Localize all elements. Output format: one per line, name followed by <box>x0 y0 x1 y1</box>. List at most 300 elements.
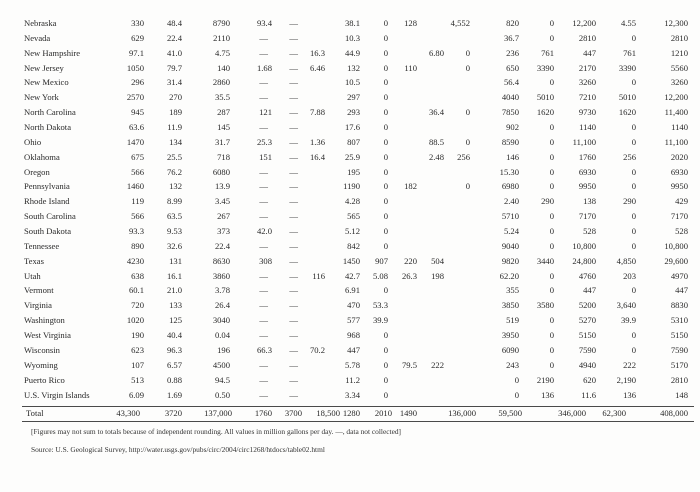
table-cell: 290 <box>623 196 636 207</box>
table-cell: 1450 <box>342 255 360 266</box>
table-cell: 0 <box>383 359 388 370</box>
table-cell: 138 <box>583 196 596 207</box>
table-cell: 189 <box>169 107 182 118</box>
table-cell: 6930 <box>578 166 596 177</box>
table-cell: 48.4 <box>166 18 182 28</box>
dash-mark: — <box>289 300 298 311</box>
table-cell: 9820 <box>501 255 519 266</box>
dash-mark: — <box>259 122 268 133</box>
table-cell: 519 <box>506 315 519 326</box>
dash-mark: — <box>289 136 298 147</box>
dash-mark: — <box>259 285 268 296</box>
table-cell: 119 <box>131 196 144 207</box>
table-cell: 0 <box>549 315 554 326</box>
state-name: Wyoming <box>24 359 58 370</box>
total-cell: 62,300 <box>602 408 626 418</box>
table-cell: 9730 <box>578 107 596 118</box>
table-cell: 0 <box>383 226 388 237</box>
table-cell: 2860 <box>212 77 230 88</box>
table-cell: 470 <box>347 300 360 311</box>
dash-mark: — <box>259 300 268 311</box>
table-cell: 6080 <box>212 166 230 177</box>
table-cell: 718 <box>217 151 230 162</box>
table-cell: 447 <box>583 285 596 296</box>
table-cell: 190 <box>131 330 144 341</box>
table-cell: 5560 <box>670 62 688 73</box>
table-cell: 151 <box>259 151 272 162</box>
table-cell: 63.5 <box>166 211 182 222</box>
table-cell: 0 <box>383 32 388 43</box>
table-cell: 6.46 <box>309 62 325 73</box>
table-cell: 447 <box>347 344 360 355</box>
dash-mark: — <box>289 32 298 43</box>
table-cell: 121 <box>259 107 272 118</box>
total-cell: 43,300 <box>116 408 140 418</box>
table-cell: 4230 <box>126 255 144 266</box>
table-cell: 7170 <box>578 211 596 222</box>
table-cell: 0 <box>549 211 554 222</box>
table-cell: 5.24 <box>503 226 519 237</box>
table-cell: 429 <box>675 196 688 207</box>
table-cell: 29,600 <box>664 255 688 266</box>
table-cell: 0 <box>631 166 636 177</box>
table-cell: 3.34 <box>344 389 360 400</box>
table-cell: 116 <box>312 270 325 281</box>
table-cell: 0 <box>549 136 554 147</box>
table-cell: 222 <box>623 359 636 370</box>
table-cell: 1.36 <box>309 136 325 147</box>
dash-mark: — <box>289 285 298 296</box>
table-cell: 1.68 <box>256 62 272 73</box>
dash-mark: — <box>289 166 298 177</box>
dash-mark: — <box>289 315 298 326</box>
table-cell: 4940 <box>578 359 596 370</box>
table-cell: 5010 <box>536 92 554 103</box>
table-cell: 7590 <box>670 344 688 355</box>
dash-mark: — <box>259 270 268 281</box>
table-cell: 566 <box>131 211 144 222</box>
table-cell: 21.0 <box>166 285 182 296</box>
table-cell: 3,640 <box>616 300 636 311</box>
dash-mark: — <box>259 374 268 385</box>
table-cell: 110 <box>404 62 417 73</box>
table-cell: 0 <box>383 330 388 341</box>
table-cell: 0 <box>383 181 388 192</box>
table-cell: 198 <box>431 270 444 281</box>
table-cell: 3850 <box>501 300 519 311</box>
table-cell: 4.28 <box>344 196 360 207</box>
table-cell: 56.4 <box>503 77 519 88</box>
table-cell: 0 <box>549 270 554 281</box>
table-cell: 12,200 <box>572 18 596 28</box>
state-name: Puerto Rico <box>24 374 65 385</box>
table-cell: 7170 <box>670 211 688 222</box>
dash-mark: — <box>259 240 268 251</box>
table-cell: 566 <box>131 166 144 177</box>
table-cell: 243 <box>506 359 519 370</box>
table-cell: 8790 <box>212 18 230 28</box>
table-cell: 66.3 <box>256 344 272 355</box>
table-cell: 2190 <box>536 374 554 385</box>
table-cell: 0 <box>549 181 554 192</box>
table-rule-top <box>22 406 694 407</box>
state-name: North Carolina <box>24 107 76 118</box>
dash-mark: — <box>289 122 298 133</box>
table-cell: 4970 <box>670 270 688 281</box>
state-name: New Jersey <box>24 62 64 73</box>
table-cell: 4760 <box>578 270 596 281</box>
state-name: Ohio <box>24 136 42 147</box>
table-cell: 447 <box>583 47 596 58</box>
dash-mark: — <box>259 181 268 192</box>
table-cell: 10.3 <box>344 32 360 43</box>
table-cell: 8630 <box>212 255 230 266</box>
dash-mark: — <box>289 196 298 207</box>
dash-mark: — <box>259 196 268 207</box>
table-cell: 1460 <box>126 181 144 192</box>
source-note: Source: U.S. Geological Survey, http://water.usgs.gov/pubs/circ/2004/circ1268/htdocs/table02.html <box>31 445 325 454</box>
table-cell: 1210 <box>670 47 688 58</box>
table-cell: 0 <box>549 18 554 28</box>
state-name: Utah <box>24 270 41 281</box>
table-cell: 1020 <box>126 315 144 326</box>
table-cell: 0 <box>514 389 519 400</box>
table-cell: 720 <box>131 300 144 311</box>
table-cell: 2570 <box>126 92 144 103</box>
table-cell: 11.2 <box>345 374 360 385</box>
table-cell: 0 <box>549 151 554 162</box>
table-cell: 182 <box>404 181 417 192</box>
table-cell: 15.30 <box>499 166 519 177</box>
table-cell: 128 <box>404 18 417 28</box>
table-cell: 5710 <box>501 211 519 222</box>
state-name: New Mexico <box>24 77 69 88</box>
table-cell: 134 <box>169 136 182 147</box>
table-cell: 63.6 <box>128 122 144 133</box>
table-cell: 17.6 <box>344 122 360 133</box>
table-cell: 0 <box>549 330 554 341</box>
table-cell: 107 <box>131 359 144 370</box>
table-cell: 0 <box>631 32 636 43</box>
table-cell: 650 <box>506 62 519 73</box>
table-cell: 0 <box>549 285 554 296</box>
table-cell: 945 <box>131 107 144 118</box>
dash-mark: — <box>289 181 298 192</box>
table-cell: 5.12 <box>344 226 360 237</box>
table-cell: 94.5 <box>214 374 230 385</box>
total-cell: 3720 <box>164 408 182 418</box>
table-cell: 10,800 <box>572 240 596 251</box>
state-name: Texas <box>24 255 44 266</box>
table-cell: 6.57 <box>166 359 182 370</box>
dash-mark: — <box>289 270 298 281</box>
table-cell: 36.4 <box>428 107 444 118</box>
table-cell: 2.40 <box>503 196 519 207</box>
table-cell: 0 <box>383 166 388 177</box>
table-cell: 0 <box>631 344 636 355</box>
total-cell: 18,500 <box>316 408 340 418</box>
table-cell: 4040 <box>501 92 519 103</box>
table-cell: 0 <box>383 196 388 207</box>
table-cell: 3390 <box>536 62 554 73</box>
table-cell: 6.09 <box>128 389 144 400</box>
table-cell: 8590 <box>501 136 519 147</box>
table-cell: 9040 <box>501 240 519 251</box>
table-cell: 0 <box>549 226 554 237</box>
table-cell: 6930 <box>670 166 688 177</box>
table-cell: 3860 <box>212 270 230 281</box>
table-cell: 513 <box>131 374 144 385</box>
table-cell: 373 <box>217 226 230 237</box>
table-cell: 132 <box>169 181 182 192</box>
table-cell: 620 <box>583 374 596 385</box>
table-cell: 0 <box>549 359 554 370</box>
table-cell: 145 <box>217 122 230 133</box>
table-cell: 11.6 <box>581 389 596 400</box>
table-cell: 577 <box>347 315 360 326</box>
dash-mark: — <box>289 151 298 162</box>
table-cell: 842 <box>347 240 360 251</box>
state-name: West Virginia <box>24 330 71 341</box>
table-cell: 10,800 <box>664 240 688 251</box>
table-cell: 9950 <box>578 181 596 192</box>
table-cell: 16.4 <box>309 151 325 162</box>
table-cell: 31.7 <box>214 136 230 147</box>
table-cell: 220 <box>404 255 417 266</box>
table-cell: 22.4 <box>166 32 182 43</box>
dash-mark: — <box>289 77 298 88</box>
table-cell: 447 <box>675 285 688 296</box>
total-cell: 1280 <box>342 408 360 418</box>
state-name: Nebraska <box>24 18 57 28</box>
state-name: Virginia <box>24 300 52 311</box>
table-cell: 3.45 <box>214 196 230 207</box>
table-cell: 297 <box>347 92 360 103</box>
table-cell: 41.0 <box>166 47 182 58</box>
table-cell: 0 <box>549 344 554 355</box>
dash-mark: — <box>259 77 268 88</box>
total-cell: 408,000 <box>660 408 688 418</box>
table-cell: 11,400 <box>664 107 688 118</box>
table-cell: 0 <box>383 151 388 162</box>
total-cell: 136,000 <box>448 408 476 418</box>
total-cell: 3700 <box>284 408 302 418</box>
table-cell: 807 <box>347 136 360 147</box>
table-cell: 16.3 <box>309 47 325 58</box>
table-cell: 136 <box>623 389 636 400</box>
table-cell: 293 <box>347 107 360 118</box>
table-cell: 10.5 <box>344 77 360 88</box>
table-cell: 287 <box>217 107 230 118</box>
table-cell: 1760 <box>578 151 596 162</box>
table-cell: 504 <box>431 255 444 266</box>
table-cell: 968 <box>347 330 360 341</box>
table-cell: 0 <box>631 285 636 296</box>
dash-mark: — <box>289 211 298 222</box>
table-cell: 2,190 <box>616 374 636 385</box>
table-cell: 290 <box>541 196 554 207</box>
table-cell: 0 <box>631 211 636 222</box>
table-cell: 890 <box>131 240 144 251</box>
table-cell: 42.7 <box>344 270 360 281</box>
table-cell: 39.9 <box>372 315 388 326</box>
table-cell: 8.99 <box>166 196 182 207</box>
table-cell: 3.78 <box>214 285 230 296</box>
state-name: Washington <box>24 315 65 326</box>
table-cell: 2.48 <box>428 151 444 162</box>
table-cell: 0 <box>383 211 388 222</box>
table-cell: 2810 <box>670 32 688 43</box>
table-cell: 3390 <box>618 62 636 73</box>
table-cell: 0 <box>465 47 470 58</box>
table-cell: 44.9 <box>344 47 360 58</box>
table-cell: 0 <box>383 92 388 103</box>
table-cell: 4.55 <box>620 18 636 28</box>
table-cell: 761 <box>541 47 554 58</box>
table-cell: 0 <box>631 330 636 341</box>
table-cell: 0.88 <box>166 374 182 385</box>
table-cell: 222 <box>431 359 444 370</box>
table-cell: 2020 <box>670 151 688 162</box>
table-cell: 528 <box>675 226 688 237</box>
table-cell: 38.1 <box>344 18 360 28</box>
table-cell: 53.3 <box>372 300 388 311</box>
table-cell: 9.53 <box>166 226 182 237</box>
table-cell: 148 <box>675 389 688 400</box>
table-cell: 1470 <box>126 136 144 147</box>
table-rule-bottom <box>22 421 694 422</box>
table-cell: 308 <box>259 255 272 266</box>
table-cell: 2170 <box>578 62 596 73</box>
table-cell: 25.3 <box>256 136 272 147</box>
table-cell: 355 <box>506 285 519 296</box>
table-cell: 12,200 <box>664 92 688 103</box>
table-cell: 5310 <box>670 315 688 326</box>
table-cell: 93.4 <box>256 18 272 28</box>
table-cell: 5200 <box>578 300 596 311</box>
table-cell: 0 <box>383 62 388 73</box>
table-cell: 0 <box>465 136 470 147</box>
table-cell: 24,800 <box>572 255 596 266</box>
table-cell: 3260 <box>670 77 688 88</box>
table-cell: 0 <box>383 47 388 58</box>
table-cell: 296 <box>131 77 144 88</box>
table-cell: 16.1 <box>166 270 182 281</box>
table-cell: 31.4 <box>166 77 182 88</box>
table-cell: 256 <box>457 151 470 162</box>
table-cell: 8830 <box>670 300 688 311</box>
table-cell: 13.9 <box>214 181 230 192</box>
table-cell: 3040 <box>212 315 230 326</box>
table-cell: 907 <box>375 255 388 266</box>
table-cell: 9950 <box>670 181 688 192</box>
table-cell: 0 <box>631 122 636 133</box>
table-cell: 5.78 <box>344 359 360 370</box>
table-cell: 1140 <box>671 122 688 133</box>
table-cell: 2810 <box>670 374 688 385</box>
table-cell: 93.3 <box>128 226 144 237</box>
table-cell: 26.3 <box>401 270 417 281</box>
table-cell: 40.4 <box>166 330 182 341</box>
total-cell: 1760 <box>254 408 272 418</box>
table-cell: 0 <box>383 122 388 133</box>
dash-mark: — <box>289 330 298 341</box>
table-cell: 26.4 <box>214 300 230 311</box>
table-cell: 0 <box>383 389 388 400</box>
table-cell: 565 <box>347 211 360 222</box>
table-cell: 203 <box>623 270 636 281</box>
table-cell: 0 <box>383 136 388 147</box>
table-cell: 1140 <box>579 122 596 133</box>
table-cell: 0 <box>549 166 554 177</box>
dash-mark: — <box>259 389 268 400</box>
table-cell: 0 <box>514 374 519 385</box>
table-cell: 902 <box>506 122 519 133</box>
state-name: Rhode Island <box>24 196 70 207</box>
table-cell: 42.0 <box>256 226 272 237</box>
state-name: Oklahoma <box>24 151 60 162</box>
dash-mark: — <box>289 344 298 355</box>
table-cell: 0 <box>383 18 388 28</box>
table-cell: 0 <box>631 240 636 251</box>
table-cell: 5270 <box>578 315 596 326</box>
table-cell: 79.7 <box>166 62 182 73</box>
dash-mark: — <box>259 92 268 103</box>
table-cell: 0 <box>383 77 388 88</box>
table-cell: 0 <box>383 344 388 355</box>
table-cell: 1.69 <box>166 389 182 400</box>
table-cell: 60.1 <box>128 285 144 296</box>
table-cell: 0 <box>383 240 388 251</box>
table-cell: 4500 <box>212 359 230 370</box>
state-name: Nevada <box>24 32 51 43</box>
table-cell: 0 <box>465 181 470 192</box>
table-cell: 76.2 <box>166 166 182 177</box>
table-cell: 3580 <box>536 300 554 311</box>
table-cell: 132 <box>347 62 360 73</box>
table-cell: 5150 <box>670 330 688 341</box>
table-cell: 195 <box>347 166 360 177</box>
table-cell: 146 <box>506 151 519 162</box>
table-cell: 88.5 <box>428 136 444 147</box>
total-cell: 137,000 <box>204 408 232 418</box>
total-label: Total <box>26 408 44 418</box>
dash-mark: — <box>289 255 298 266</box>
table-cell: 1050 <box>126 62 144 73</box>
table-cell: 4,850 <box>616 255 636 266</box>
table-cell: 1620 <box>618 107 636 118</box>
table-cell: 761 <box>623 47 636 58</box>
table-cell: 528 <box>583 226 596 237</box>
table-cell: 6.91 <box>344 285 360 296</box>
table-cell: 5.08 <box>372 270 388 281</box>
table-cell: 629 <box>131 32 144 43</box>
table-cell: 675 <box>131 151 144 162</box>
table-cell: 6090 <box>501 344 519 355</box>
table-cell: 236 <box>506 47 519 58</box>
state-name: North Dakota <box>24 122 72 133</box>
dash-mark: — <box>289 18 298 28</box>
table-cell: 0 <box>631 181 636 192</box>
state-name: Wisconsin <box>24 344 60 355</box>
dash-mark: — <box>259 47 268 58</box>
dash-mark: — <box>289 374 298 385</box>
table-cell: 133 <box>169 300 182 311</box>
table-cell: 0 <box>549 77 554 88</box>
table-cell: 125 <box>169 315 182 326</box>
dash-mark: — <box>289 359 298 370</box>
table-cell: 0 <box>465 107 470 118</box>
